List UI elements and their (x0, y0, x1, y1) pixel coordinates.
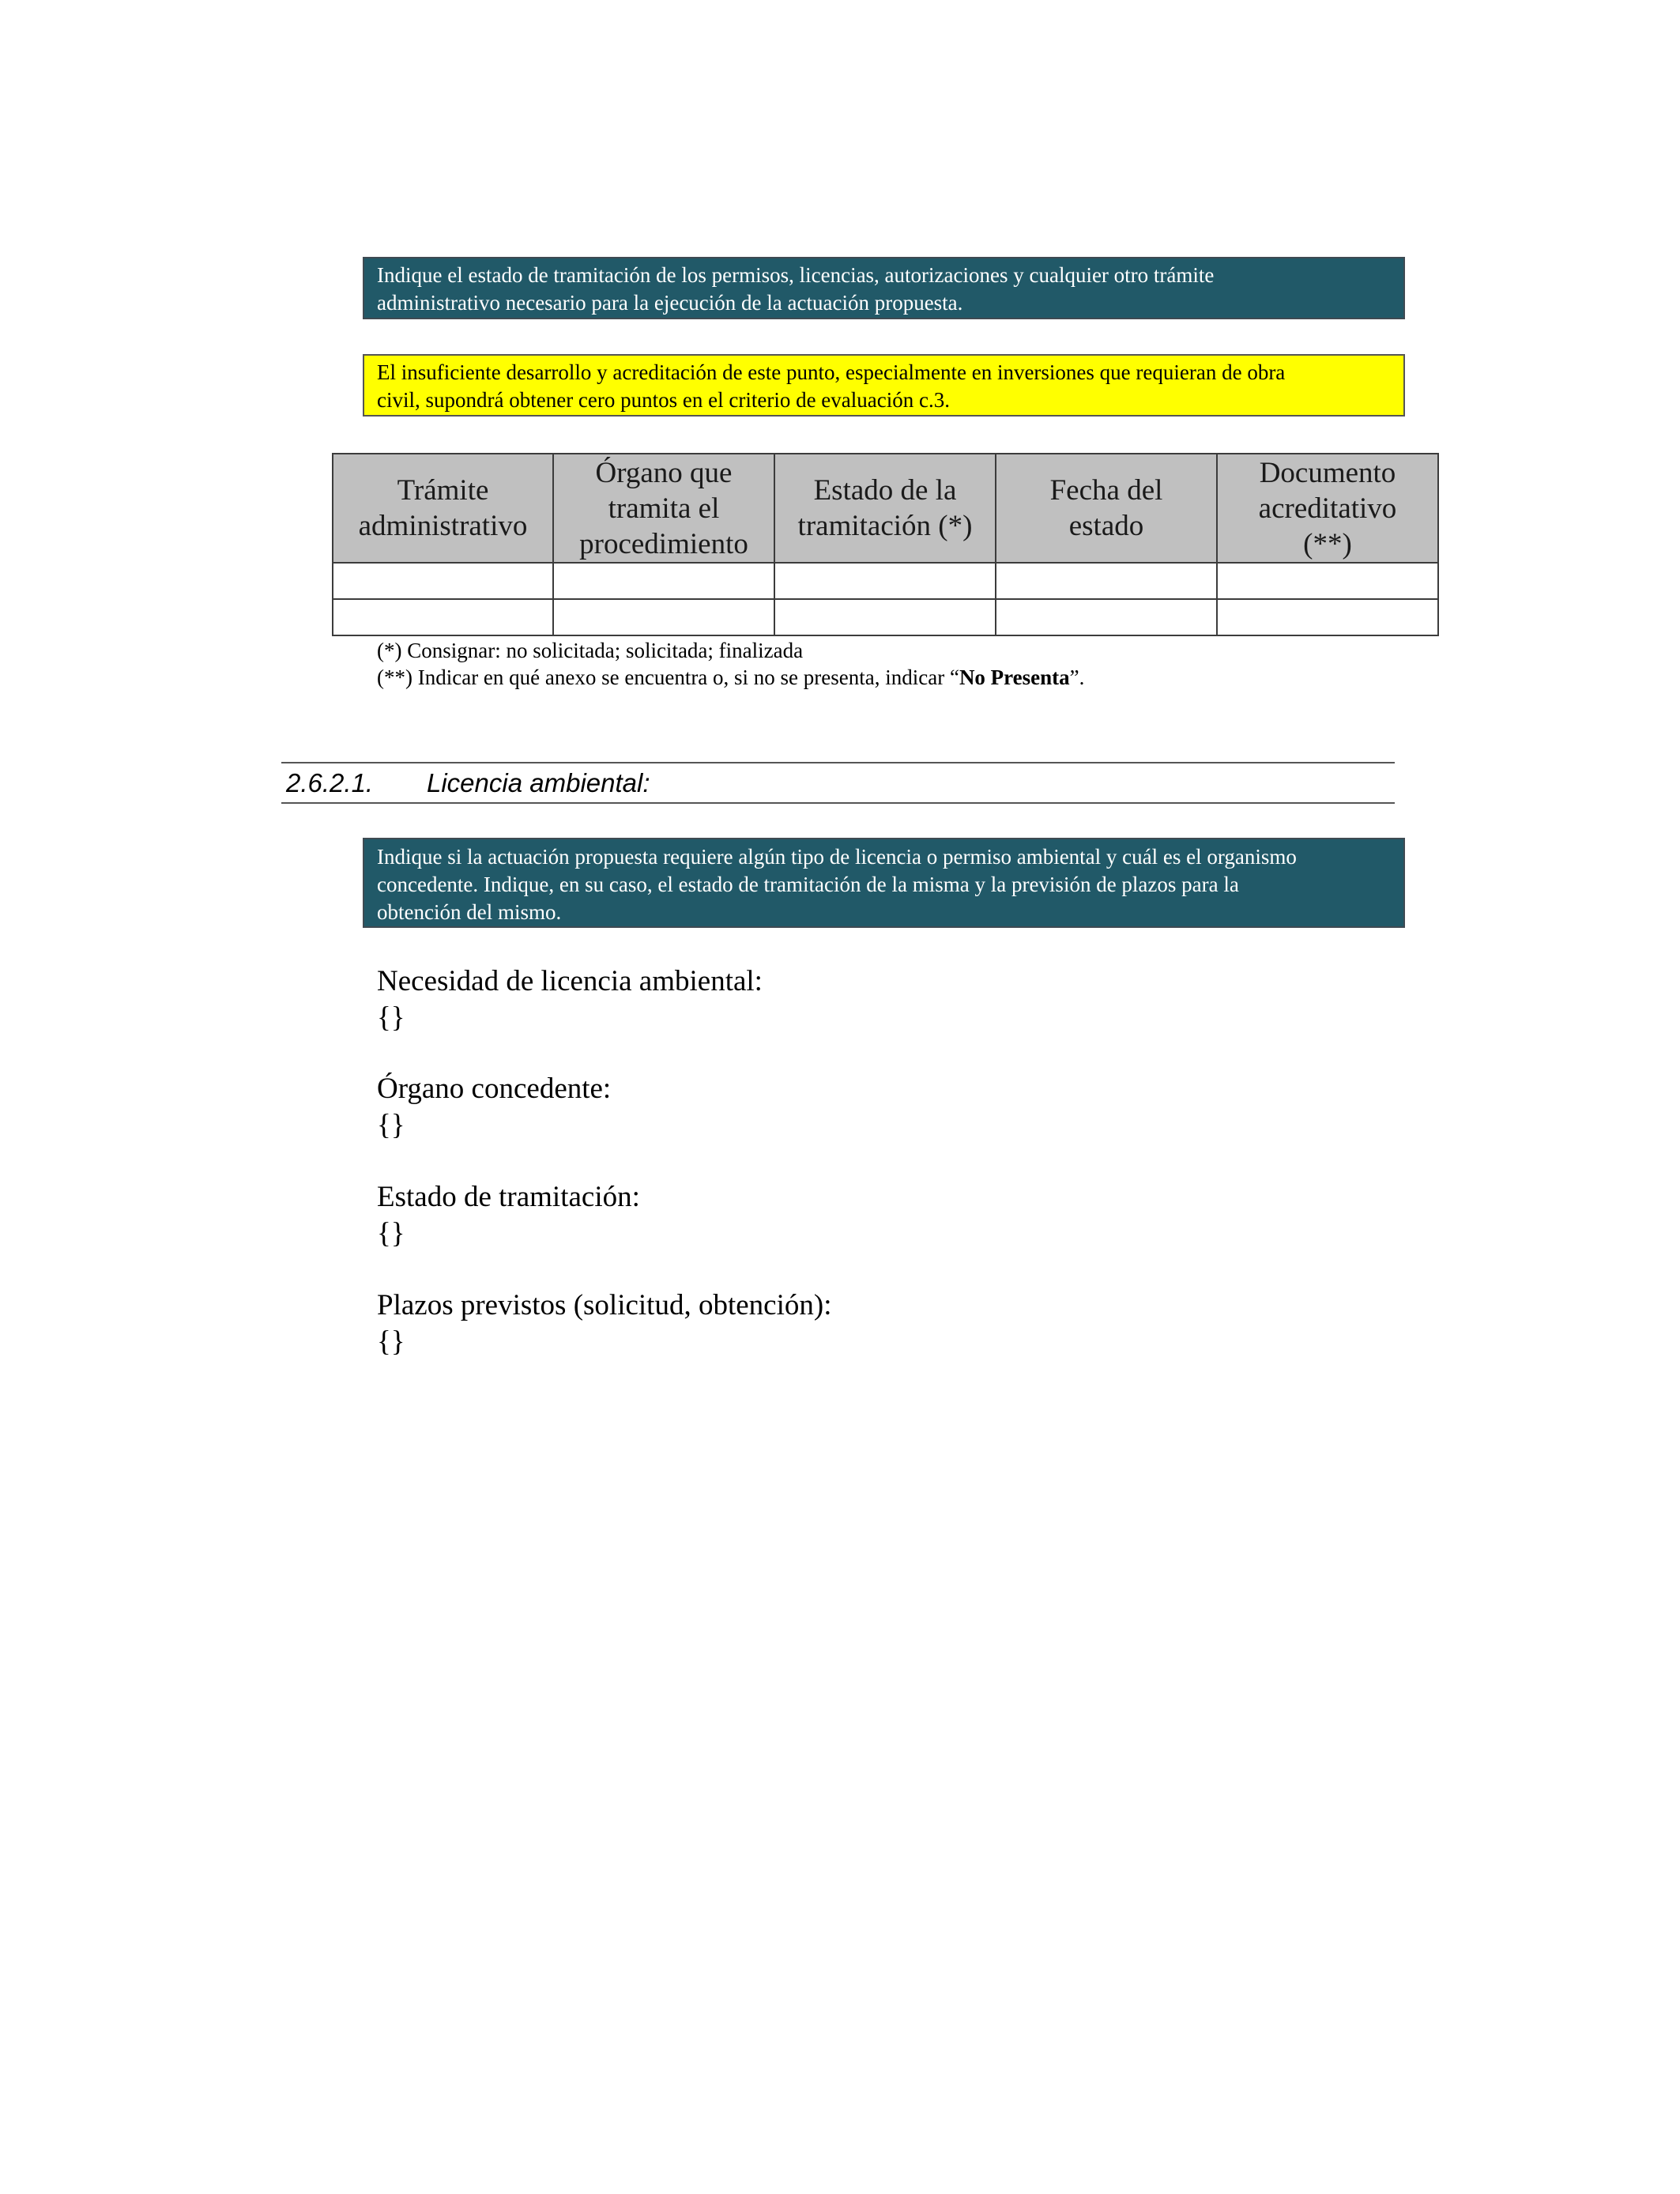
footnote-text: (**) Indicar en qué anexo se encuentra o, si no se presenta, indicar “ (377, 665, 959, 689)
section-title: Licencia ambiental: (427, 768, 650, 797)
field-label-necesidad: Necesidad de licencia ambiental: (377, 965, 763, 997)
table-cell[interactable] (1217, 563, 1438, 599)
instruction-text-line: Indique si la actuación propuesta requiere algún tipo de licencia o permiso ambiental y cuál es el organismo (377, 845, 1297, 869)
table-cell[interactable] (553, 563, 774, 599)
permits-table (332, 453, 1439, 636)
section-heading (286, 767, 650, 800)
instruction-text-line: Indique el estado de tramitación de los permisos, licencias, autorizaciones y cualquier otro trámite (377, 263, 1215, 287)
heading-rule-top (281, 762, 1395, 763)
table-row (333, 563, 1438, 599)
header-tramite: Trámite administrativo (333, 454, 553, 563)
table-cell[interactable] (553, 599, 774, 635)
permits-instruction-box (363, 257, 1405, 319)
footnote-bold-text: No Presenta (959, 665, 1070, 689)
field-label-estado: Estado de tramitación: (377, 1181, 640, 1213)
footnote-documento (377, 665, 1084, 690)
field-value-organo[interactable]: {} (377, 1109, 405, 1141)
field-value-estado[interactable]: {} (377, 1217, 405, 1250)
table-cell[interactable] (1217, 599, 1438, 635)
section-number: 2.6.2.1. (286, 768, 374, 797)
header-organo: Órgano que tramita el procedimiento (553, 454, 774, 563)
footnote-text: ”. (1069, 665, 1085, 689)
header-estado: Estado de la tramitación (*) (774, 454, 996, 563)
table-cell[interactable] (333, 599, 553, 635)
instruction-text-line: administrativo necesario para la ejecución de la actuación propuesta. (377, 291, 963, 315)
footnote-estado: (*) Consignar: no solicitada; solicitada; finalizada (377, 639, 804, 662)
heading-rule-bottom (281, 802, 1395, 804)
warning-text-line: civil, supondrá obtener cero puntos en el criterio de evaluación c.3. (377, 388, 950, 412)
table-cell[interactable] (996, 599, 1217, 635)
header-documento: Documento acreditativo (**) (1217, 454, 1438, 563)
table-cell[interactable] (996, 563, 1217, 599)
header-fecha: Fecha del estado (996, 454, 1217, 563)
instruction-text-line: obtención del mismo. (377, 900, 562, 924)
warning-text-line: El insuficiente desarrollo y acreditación de este punto, especialmente en inversiones que requieran de obra (377, 360, 1286, 384)
environmental-instruction-box (363, 838, 1405, 928)
field-value-plazos[interactable]: {} (377, 1325, 405, 1358)
field-label-plazos: Plazos previstos (solicitud, obtención): (377, 1289, 832, 1321)
evaluation-warning-box (363, 354, 1405, 417)
table-cell[interactable] (774, 563, 996, 599)
field-label-organo: Órgano concedente: (377, 1072, 612, 1105)
instruction-text-line: concedente. Indique, en su caso, el estado de tramitación de la misma y la previsión de plazos para la (377, 873, 1239, 896)
table-cell[interactable] (774, 599, 996, 635)
table-row (333, 599, 1438, 635)
table-header-row (333, 454, 1438, 563)
table-cell[interactable] (333, 563, 553, 599)
field-value-necesidad[interactable]: {} (377, 1001, 405, 1034)
